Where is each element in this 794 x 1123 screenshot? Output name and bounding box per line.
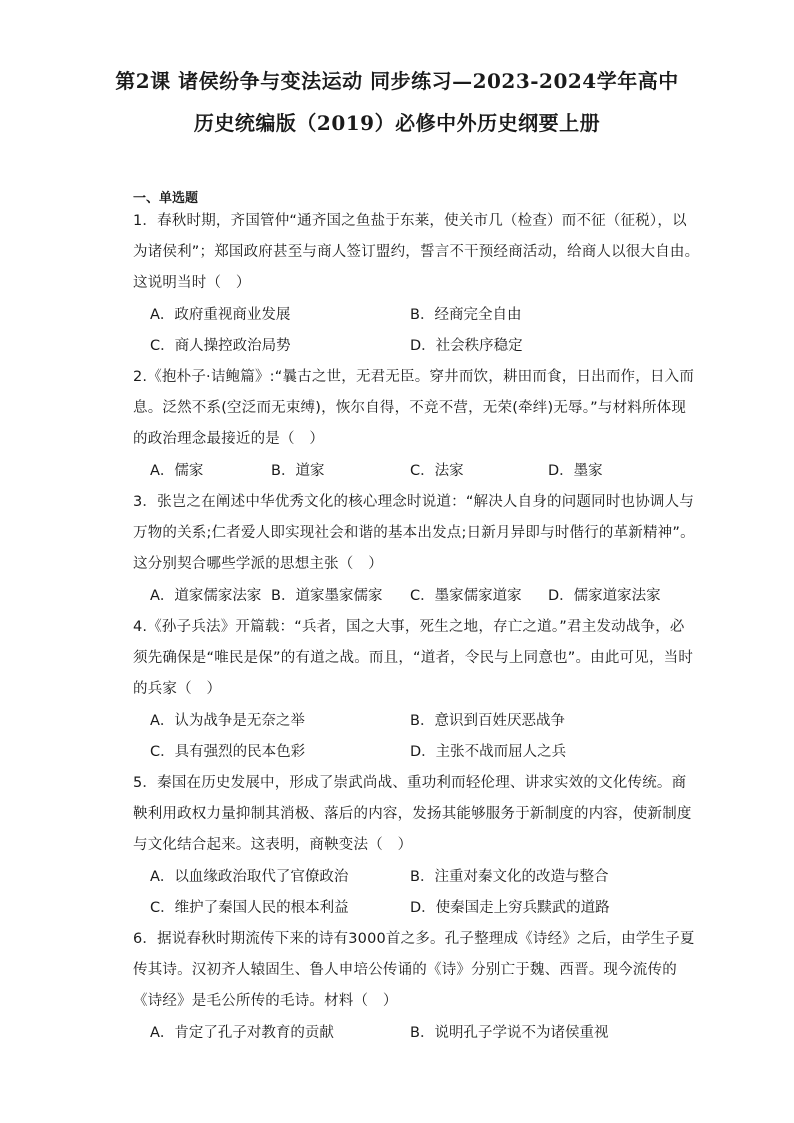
question-2-option-d[interactable]: D．墨家 [548,463,603,479]
question-3-option-c[interactable]: C．墨家儒家道家 [410,588,522,604]
question-4-option-b[interactable]: B．意识到百姓厌恶战争 [410,713,565,729]
question-3-option-b[interactable]: B．道家墨家儒家 [271,588,383,604]
question-3-line-2: 万物的关系;仁者爱人即实现社会和谐的基本出发点;日新月异即与时偕行的革新精神”。 [133,525,695,541]
question-3-option-d[interactable]: D．儒家道家法家 [548,588,661,604]
title-line-2: 历史统编版（2019）必修中外历史纲要上册 [193,111,601,135]
question-4-line-1: 4.《孙子兵法》开篇载：“兵者，国之大事，死生之地，存亡之道。”君主发动战争，必 [133,619,685,635]
section-heading: 一、单选题 [133,191,199,206]
question-5-option-b[interactable]: B．注重对秦文化的改造与整合 [410,869,609,885]
question-5-option-c[interactable]: C．维护了秦国人民的根本利益 [150,900,349,916]
question-1-option-d[interactable]: D．社会秩序稳定 [410,338,523,354]
question-5-line-1: 5．秦国在历史发展中，形成了崇武尚战、重功利而轻伦理、讲求实效的文化传统。商 [133,775,687,791]
question-1-option-b[interactable]: B．经商完全自由 [410,307,522,323]
question-6-option-b[interactable]: B．说明孔子学说不为诸侯重视 [410,1025,609,1041]
question-3-line-1: 3．张岂之在阐述中华优秀文化的核心理念时说道：“解决人自身的问题同时也协调人与 [133,494,695,510]
question-4-option-a[interactable]: A．认为战争是无奈之举 [150,713,305,729]
question-2-line-3: 的政治理念最接近的是（ ） [133,431,325,447]
question-6-line-1: 6．据说春秋时期流传下来的诗有3000首之多。孔子整理成《诗经》之后，由学生子夏 [133,931,695,947]
question-1-line-1: 1．春秋时期，齐国管仲“通齐国之鱼盐于东莱，使关市几（检查）而不征（征税），以 [133,213,687,229]
question-5-option-d[interactable]: D．使秦国走上穷兵黩武的道路 [410,900,610,916]
question-6-option-a[interactable]: A．肯定了孔子对教育的贡献 [150,1025,334,1041]
question-6-line-3: 《诗经》是毛公所传的毛诗。材料（ ） [133,993,398,1009]
question-6-line-2: 传其诗。汉初齐人辕固生、鲁人申培公传诵的《诗》分别亡于魏、西晋。现今流传的 [133,962,677,978]
question-3-option-a[interactable]: A．道家儒家法家 [150,588,262,604]
question-4-line-2: 须先确保是“唯民是保”的有道之战。而且，“道者，令民与上同意也”。由此可见，当时 [133,650,694,666]
title-line-1: 第2课 诸侯纷争与变法运动 同步练习—2023-2024学年高中 [115,69,679,93]
question-2-line-2: 息。泛然不系(空泛而无束缚)，恢尔自得，不竞不营，无荣(牵绊)无辱。”与材料所体现 [133,400,687,416]
question-2-line-1: 2.《抱朴子·诘鲍篇》:“曩古之世，无君无臣。穿井而饮，耕田而食，日出而作，日入而 [133,369,695,385]
question-4-option-c[interactable]: C．具有强烈的民本色彩 [150,744,306,760]
question-5-option-a[interactable]: A．以血缘政治取代了官僚政治 [150,869,349,885]
question-2-option-a[interactable]: A．儒家 [150,463,204,479]
question-4-line-3: 的兵家（ ） [133,681,222,697]
question-4-option-d[interactable]: D．主张不战而屈人之兵 [410,744,567,760]
question-5-line-2: 鞅利用政权力量抑制其消极、落后的内容，发扬其能够服务于新制度的内容，使新制度 [133,806,692,822]
question-2-option-b[interactable]: B．道家 [271,463,325,479]
question-1-line-2: 为诸侯利”；郑国政府甚至与商人签订盟约，誓言不干预经商活动，给商人以很大自由。 [133,244,700,260]
question-1-line-3: 这说明当时（ ） [133,275,251,291]
question-2-option-c[interactable]: C．法家 [410,463,464,479]
question-1-option-c[interactable]: C．商人操控政治局势 [150,338,291,354]
question-1-option-a[interactable]: A．政府重视商业发展 [150,307,291,323]
question-5-line-3: 与文化结合起来。这表明，商鞅变法（ ） [133,837,413,853]
question-3-line-3: 这分别契合哪些学派的思想主张（ ） [133,556,383,572]
